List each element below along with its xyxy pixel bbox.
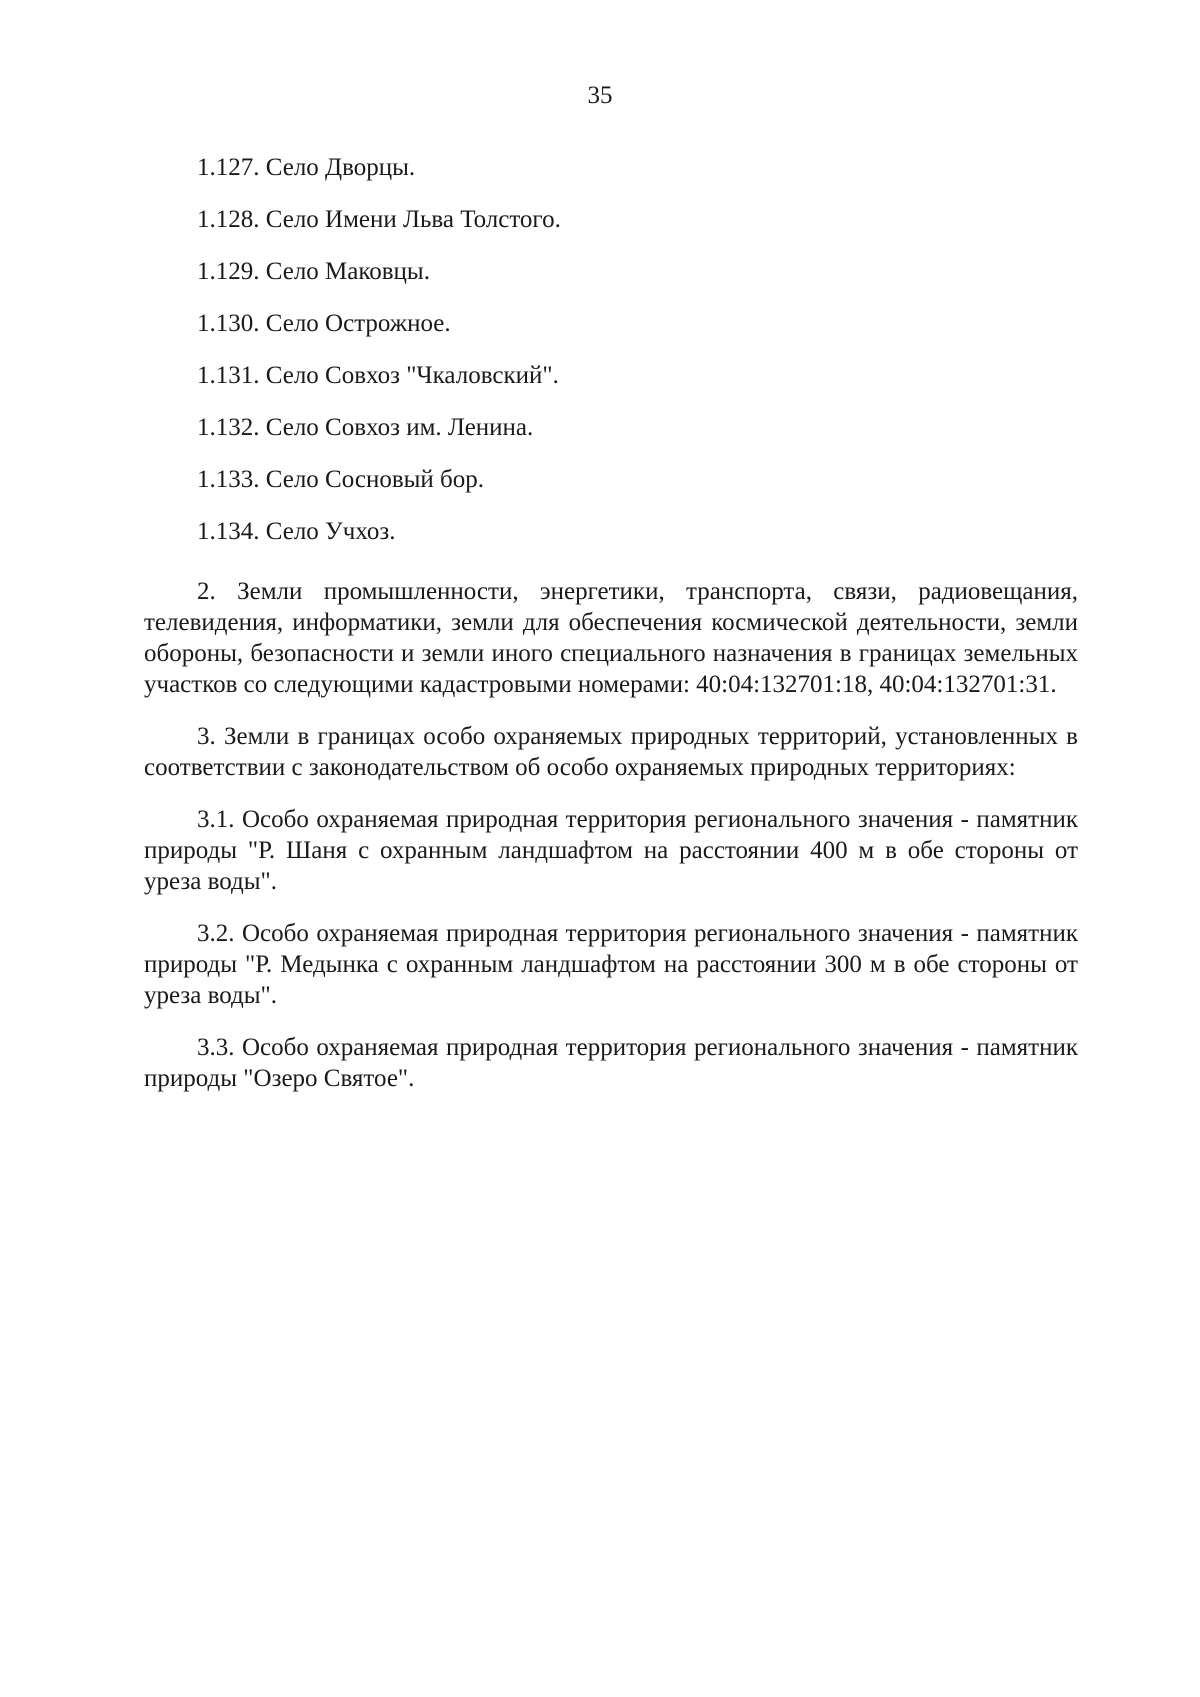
list-item: 1.130. Село Острожное. <box>197 310 451 337</box>
paragraph-section-3: 3. Земли в границах особо охраняемых природных территорий, установленных в соответствии с законодательством об особо охраняемых природных территориях: <box>144 723 1078 781</box>
list-item: 1.133. Село Сосновый бор. <box>197 466 485 493</box>
list-item: 1.127. Село Дворцы. <box>197 154 416 181</box>
list-item: 1.131. Село Совхоз "Чкаловский". <box>197 362 559 389</box>
list-item: 1.132. Село Совхоз им. Ленина. <box>197 414 534 441</box>
paragraph-section-3-3: 3.3. Особо охраняемая природная территория регионального значения - памятник природы "Озеро Святое". <box>144 1034 1078 1092</box>
page-number: 35 <box>587 82 613 109</box>
list-item: 1.129. Село Маковцы. <box>197 258 430 285</box>
list-item: 1.128. Село Имени Льва Толстого. <box>197 206 561 233</box>
list-item: 1.134. Село Учхоз. <box>197 518 396 545</box>
paragraph-section-2: 2. Земли промышленности, энергетики, транспорта, связи, радиовещания, телевидения, информатики, земли для обеспечения космической деятельности, земли обороны, безопасности и земли иного специального назначения в границах земельных участков со следующими кадастровыми номерами: 40:04:132701:18, 40:04:132701:31. <box>144 578 1078 698</box>
paragraph-section-3-1: 3.1. Особо охраняемая природная территория регионального значения - памятник природы "Р. Шаня с охранным ландшафтом на расстоянии 400 м в обе стороны от уреза воды". <box>144 806 1078 895</box>
paragraph-section-3-2: 3.2. Особо охраняемая природная территория регионального значения - памятник природы "Р. Медынка с охранным ландшафтом на расстоянии 300 м в обе стороны от уреза воды". <box>144 920 1078 1009</box>
document-body <box>144 152 1078 1115</box>
